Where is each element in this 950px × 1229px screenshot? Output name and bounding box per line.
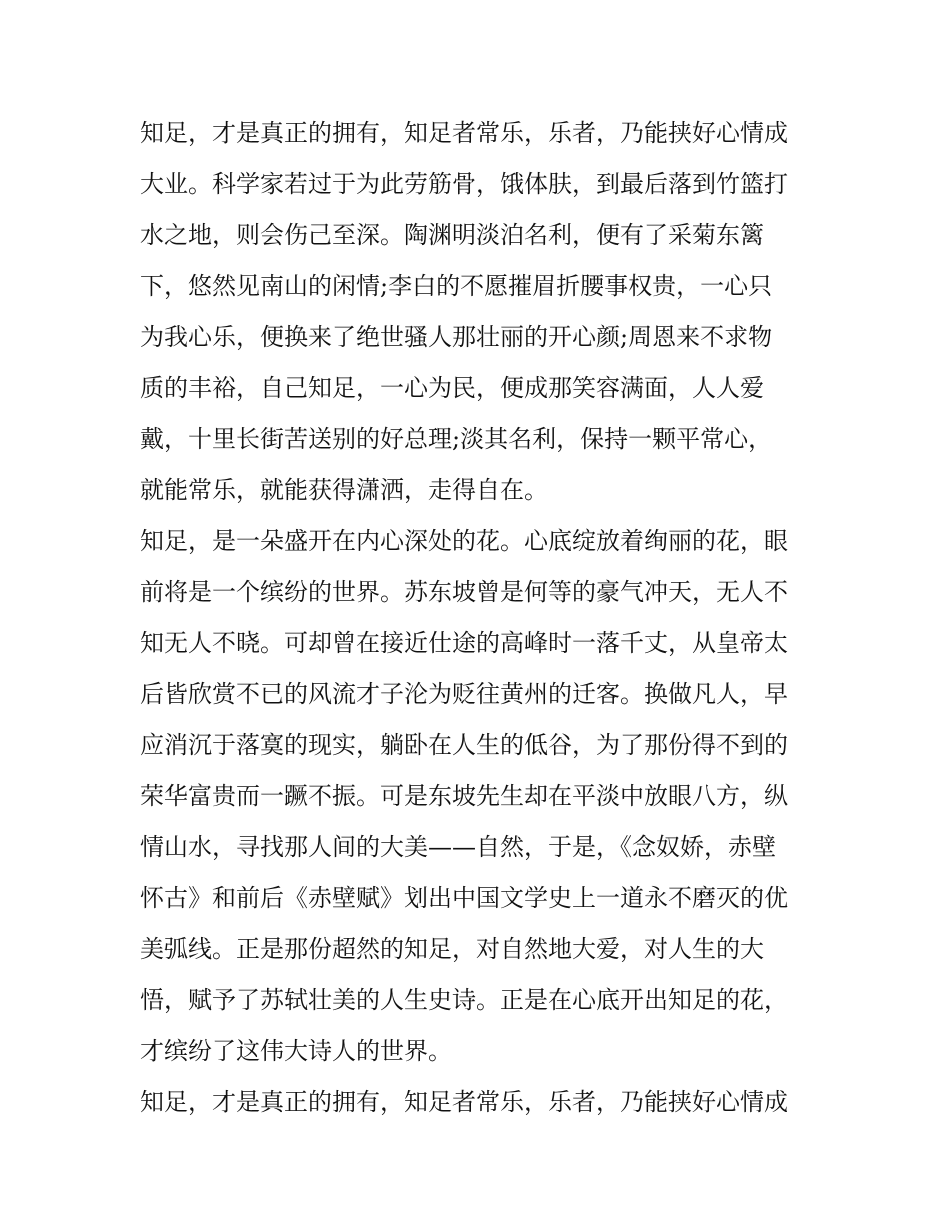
text-line: 水之地，则会伤己至深。陶渊明淡泊名利，便有了采菊东篱: [140, 221, 764, 249]
text-line: 美弧线。正是那份超然的知足，对自然地大爱，对人生的大: [140, 935, 764, 963]
text-line: 为我心乐，便换来了绝世骚人那壮丽的开心颜;周恩来不求物: [140, 323, 773, 351]
text-line: 应消沉于落寞的现实，躺卧在人生的低谷，为了那份得不到的: [140, 731, 788, 759]
text-line: 悟，赋予了苏轼壮美的人生史诗。正是在心底开出知足的花，: [140, 986, 788, 1014]
text-line: 怀古》和前后《赤壁赋》划出中国文学史上一道永不磨灭的优: [140, 884, 788, 912]
text-line: 后皆欣赏不已的风流才子沦为贬往黄州的迁客。换做凡人，早: [140, 680, 788, 708]
text-line: 质的丰裕，自己知足，一心为民，便成那笑容满面，人人爱: [140, 374, 764, 402]
body-text: [140, 108, 830, 1128]
text-line: 大业。科学家若过于为此劳筋骨，饿体肤，到最后落到竹篮打: [140, 170, 788, 198]
text-line: 下，悠然见南山的闲情;李白的不愿摧眉折腰事权贵，一心只: [140, 272, 773, 300]
text-line: 知足，才是真正的拥有，知足者常乐，乐者，乃能挟好心情成: [140, 1088, 788, 1116]
text-line: 荣华富贵而一蹶不振。可是东坡先生却在平淡中放眼八方，纵: [140, 782, 788, 810]
text-line: 前将是一个缤纷的世界。苏东坡曾是何等的豪气冲天，无人不: [140, 578, 788, 606]
text-line: 情山水，寻找那人间的大美——自然，于是，《念奴娇，赤壁: [140, 833, 776, 861]
text-line: 就能常乐，就能获得潇洒，走得自在。: [140, 476, 548, 504]
text-line: 知无人不晓。可却曾在接近仕途的高峰时一落千丈，从皇帝太: [140, 629, 788, 657]
text-line: 知足，才是真正的拥有，知足者常乐，乐者，乃能挟好心情成: [140, 119, 788, 147]
text-line: 戴，十里长街苦送别的好总理;淡其名利，保持一颗平常心，: [140, 425, 773, 453]
text-line: 才缤纷了这伟大诗人的世界。: [140, 1037, 452, 1065]
text-line: 知足，是一朵盛开在内心深处的花。心底绽放着绚丽的花，眼: [140, 527, 788, 555]
